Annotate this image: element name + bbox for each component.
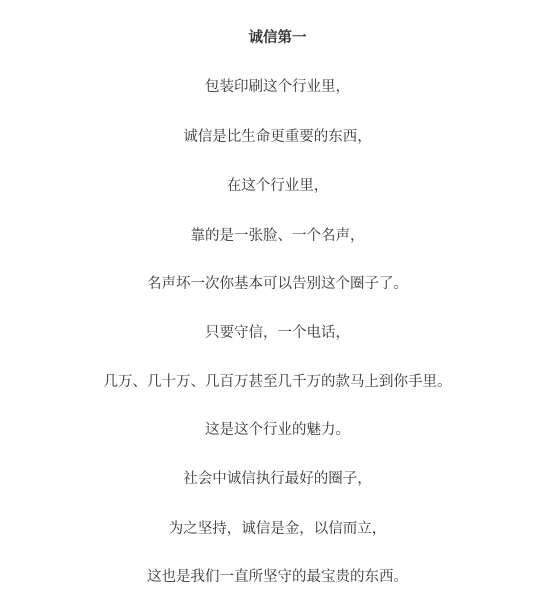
article-line-9: 社会中诚信执行最好的圈子， (183, 471, 372, 487)
article-line-7: 几万、几十万、几百万甚至几千万的款马上到你手里。 (103, 374, 452, 390)
article-line-6: 只要守信，一个电话， (205, 325, 350, 341)
article-line-2: 诚信是比生命更重要的东西， (183, 129, 372, 145)
article-line-1: 包装印刷这个行业里， (205, 79, 350, 95)
article-line-10: 为之坚持，诚信是金，以信而立， (168, 521, 387, 537)
article-line-3: 在这个行业里， (226, 178, 329, 194)
article-title: 诚信第一 (248, 30, 307, 46)
article-line-4: 靠的是一张脸、一个名声， (190, 228, 365, 244)
article-line-5: 名声坏一次你基本可以告别这个圈子了。 (147, 276, 408, 292)
article-line-11: 这也是我们一直所坚守的最宝贵的东西。 (147, 569, 408, 585)
article-line-8: 这是这个行业的魅力。 (205, 422, 350, 438)
